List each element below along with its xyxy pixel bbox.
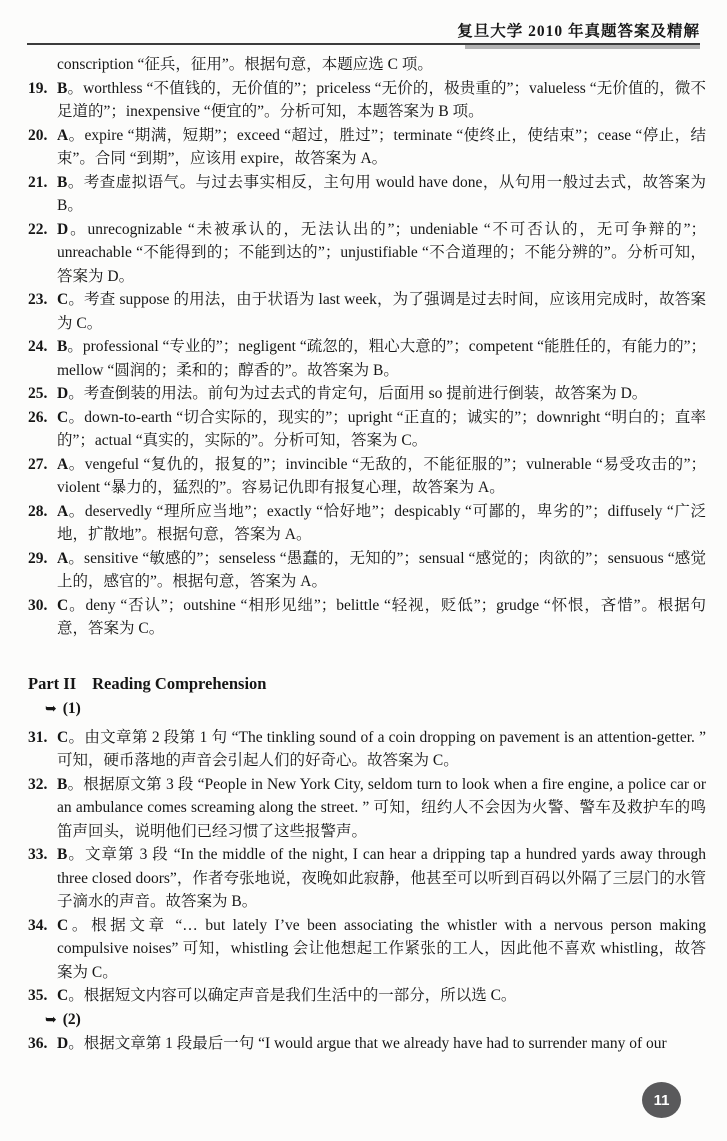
item-text: 。根据原文第 3 段 “People in New York City, seldom turn to look when a fire engine, a police car or an ambulance comes screaming along the street. ” 可知，纽约人不会因为火警、警车及救护车的鸣笛声回头，说明他们已经习惯了这些报警声。 — [57, 775, 706, 840]
page-content — [28, 53, 706, 1056]
item-number: 23. — [28, 291, 48, 308]
item-text: 。文章第 3 段 “In the middle of the night, I can hear a dripping tap a hundred yards away through three closed doors”，作者夸张地说，夜晚如此寂静，他甚至可以听到百码以外隔了三层门的水管子滴水的声音。故答案为 B。 — [57, 846, 706, 910]
answer-letter: D — [57, 220, 69, 238]
item-number: 34. — [28, 916, 48, 934]
answer-item-25 — [28, 382, 706, 406]
answer-letter: C — [57, 596, 69, 614]
answer-item-26 — [28, 406, 706, 453]
item-text: 。unrecognizable “未被承认的，无法认出的”；undeniable “不可否认的，无可争辩的”；unreachable “不能得到的；不能到达的”；unjustifiable “不合道理的；不能分辨的”。分析可知，答案为 D。 — [57, 220, 706, 285]
page-number: 11 — [653, 1091, 670, 1109]
answer-item-29 — [28, 547, 706, 594]
answer-letter: B — [57, 173, 68, 191]
item-text: 。deny “否认”；outshine “相形见绌”；belittle “轻视，贬低”；grudge “怀恨，吝惜”。根据句意，答案为 C。 — [57, 596, 706, 637]
curved-arrow-icon: ➥ — [45, 1011, 57, 1028]
item-number: 28. — [28, 502, 48, 520]
answer-letter: D — [57, 385, 69, 402]
item-number: 36. — [28, 1035, 48, 1052]
answer-item-34 — [28, 914, 706, 985]
answer-letter: B — [57, 338, 68, 355]
item-number: 20. — [28, 126, 48, 144]
answer-item-22 — [28, 218, 706, 289]
answer-item-30 — [28, 594, 706, 641]
answer-letter: B — [57, 846, 68, 863]
item-number: 31. — [28, 728, 48, 746]
answer-item-36 — [28, 1032, 706, 1056]
answer-letter: D — [57, 1035, 69, 1052]
subsection-marker-2 — [28, 1008, 706, 1033]
item-number: 30. — [28, 596, 48, 614]
item-number: 22. — [28, 220, 48, 238]
item-text: 。由文章第 2 段第 1 句 “The tinkling sound of a coin dropping on pavement is an attention-getter. ” 可知，硬币落地的声音会引起人们的好奇心。故答案为 C。 — [57, 728, 706, 769]
item-text: 。考查 suppose 的用法，由于状语为 last week，为了强调是过去时间，应该用完成时，故答案为 C。 — [57, 291, 706, 332]
subsection-label: (1) — [62, 700, 81, 717]
answer-letter: C — [57, 408, 69, 426]
answer-item-31 — [28, 726, 706, 773]
item-text: 。根据文章 “… but lately I’ve been associating the whistler with a nervous person making compulsive noises” 可知，whistling 会让他想起工作紧张的工人，因此他不喜欢 whistling，故答案为 C。 — [57, 916, 706, 981]
answer-item-35 — [28, 984, 706, 1008]
answer-letter: C — [57, 291, 69, 308]
answer-item-33 — [28, 843, 706, 914]
item-number: 26. — [28, 408, 48, 426]
item-number: 19. — [28, 79, 48, 97]
item-text: 。根据短文内容可以确定声音是我们生活中的一部分，所以选 C。 — [68, 987, 517, 1004]
part-label: Part II — [28, 673, 77, 693]
item-text: 。sensitive “敏感的”；senseless “愚蠢的，无知的”；sensual “感觉的；肉欲的”；sensuous “感觉上的，感官的”。根据句意，答案为 A。 — [57, 549, 706, 590]
item-text: 。professional “专业的”；negligent “疏忽的，粗心大意的”；competent “能胜任的，有能力的”；mellow “圆润的；柔和的；醇香的”。故答案为 B。 — [57, 338, 706, 379]
item-number: 21. — [28, 173, 48, 191]
answer-letter: B — [57, 775, 68, 793]
answer-item-21 — [28, 171, 706, 218]
header-rule-thick — [465, 45, 700, 49]
answer-item-32 — [28, 773, 706, 844]
answer-item-24 — [28, 335, 706, 382]
item-text: 。考查倒装的用法。前句为过去式的肯定句，后面用 so 提前进行倒装，故答案为 D。 — [68, 385, 648, 402]
item-number: 25. — [28, 385, 48, 402]
answer-letter: A — [57, 502, 69, 520]
answer-item-23 — [28, 288, 706, 335]
page-number-badge — [642, 1082, 681, 1118]
answer-letter: C — [57, 916, 69, 934]
item-text: 。考查虚拟语气。与过去事实相反，主句用 would have done，从句用一般过去式，故答案为 B。 — [57, 173, 706, 214]
item-number: 27. — [28, 455, 48, 473]
intro-line: conscription “征兵，征用”。根据句意，本题应选 C 项。 — [57, 56, 433, 73]
subsection-marker-1 — [28, 697, 706, 722]
answer-letter: A — [57, 549, 69, 567]
item-text: 。expire “期满，短期”；exceed “超过，胜过”；terminate “使终止，使结束”；cease “停止，结束”。合同 “到期”，应该用 expire，故答案为 A。 — [57, 126, 706, 167]
item-number: 35. — [28, 987, 48, 1004]
answer-item-27 — [28, 453, 706, 500]
answer-letter: A — [57, 126, 69, 144]
item-text: 。deservedly “理所应当地”；exactly “恰好地”；despicably “可鄙的，卑劣的”；diffusely “广泛地，扩散地”。根据句意，答案为 A。 — [57, 502, 706, 543]
answer-letter: C — [57, 728, 69, 746]
answer-item-19 — [28, 77, 706, 124]
subsection-label: (2) — [62, 1010, 81, 1028]
answer-letter: A — [57, 455, 69, 473]
page-header-title: 复旦大学 2010 年真题答案及精解 — [457, 23, 700, 40]
item-text: 。根据文章第 1 段最后一句 “I would argue that we already have had to surrender many of our — [68, 1035, 667, 1052]
item-number: 24. — [28, 338, 48, 355]
answer-item-20 — [28, 124, 706, 171]
section-heading — [28, 672, 706, 696]
item-number: 29. — [28, 549, 48, 567]
item-text: 。down-to-earth “切合实际的，现实的”；upright “正直的；诚实的”；downright “明白的；直率的”；actual “真实的，实际的”。分析可知，答案为 C。 — [57, 408, 706, 449]
section-title: Reading Comprehension — [92, 673, 267, 693]
item-number: 32. — [28, 775, 48, 793]
item-number: 33. — [28, 846, 48, 863]
curved-arrow-icon: ➥ — [45, 701, 57, 717]
answer-item-28 — [28, 500, 706, 547]
answer-letter: B — [57, 79, 68, 97]
item-text: 。vengeful “复仇的，报复的”；invincible “无敌的，不能征服的”；vulnerable “易受攻击的”；violent “暴力的，猛烈的”。容易记仇即有报复心理，故答案为 A。 — [57, 455, 706, 496]
answer-letter: C — [57, 987, 69, 1004]
item-text: 。worthless “不值钱的，无价值的”；priceless “无价的，极贵重的”；valueless “无价值的，微不足道的”；inexpensive “便宜的”。分析可知，本题答案为 B 项。 — [57, 79, 706, 120]
